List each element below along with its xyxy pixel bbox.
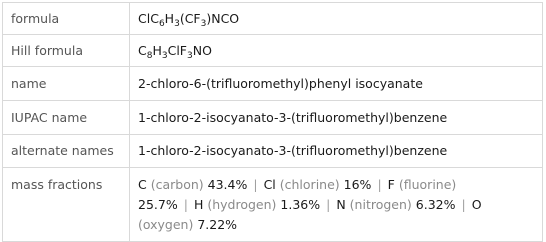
element-percent: 7.22%: [197, 217, 238, 232]
formula-subscript: 3: [200, 18, 207, 29]
element-symbol: N: [336, 197, 346, 212]
separator: |: [377, 177, 382, 192]
separator: |: [183, 197, 188, 212]
formula-row: [3, 3, 543, 35]
element-symbol: F: [387, 177, 395, 192]
mass-fractions-label: mass fractions: [3, 168, 130, 242]
alternate-names-row: [3, 135, 543, 168]
separator: |: [253, 177, 258, 192]
element-name: (oxygen): [138, 217, 194, 232]
element-name: (carbon): [150, 177, 204, 192]
hill-formula-part: NO: [192, 42, 212, 58]
formula-part: H: [164, 10, 175, 26]
name-row: [3, 67, 543, 101]
formula-label: formula: [3, 3, 130, 35]
element-name: (hydrogen): [207, 197, 277, 212]
hill-formula-part: H: [152, 42, 162, 58]
hill-formula-subscript: 3: [161, 50, 168, 61]
element-symbol: Cl: [263, 177, 276, 192]
element-percent: 43.4%: [207, 177, 248, 192]
element-name: (chlorine): [279, 177, 340, 192]
mass-fraction-carbon: [138, 177, 247, 192]
formula-part: ClC: [138, 10, 159, 26]
alternate-names-value: 1-chloro-2-isocyanato-3-(trifluoromethyl)benzene: [130, 135, 543, 168]
mass-fractions-row: [3, 168, 543, 242]
separator: |: [461, 197, 466, 212]
hill-formula-row: [3, 35, 543, 67]
mass-fractions-value: [130, 168, 543, 242]
iupac-name-label: IUPAC name: [3, 101, 130, 135]
hill-formula-value: [130, 35, 543, 67]
element-percent: 25.7%: [138, 197, 178, 212]
formula-subscript: 6: [158, 18, 165, 29]
element-symbol: H: [193, 197, 204, 212]
formula-subscript: 3: [174, 18, 180, 29]
mass-fraction-chlorine: [264, 177, 372, 192]
hill-formula-subscript: 3: [187, 50, 193, 61]
element-percent: 1.36%: [280, 197, 321, 212]
iupac-name-value: 1-chloro-2-isocyanato-3-(trifluoromethyl)benzene: [130, 101, 543, 135]
hill-formula-subscript: 8: [146, 50, 153, 61]
formula-part: (CF: [179, 10, 201, 26]
hill-formula-label: Hill formula: [3, 35, 130, 67]
element-percent: 6.32%: [415, 197, 456, 212]
alternate-names-label: alternate names: [3, 135, 130, 168]
element-name: (nitrogen): [349, 197, 412, 212]
formula-part: )NCO: [206, 10, 240, 26]
mass-fraction-fluorine: [388, 177, 457, 192]
element-symbol: O: [471, 197, 482, 212]
element-symbol: C: [138, 177, 147, 192]
mass-fraction-oxygen: [138, 217, 237, 232]
hill-formula-part: ClF: [167, 42, 188, 58]
name-value: 2-chloro-6-(trifluoromethyl)phenyl isocyanate: [130, 67, 543, 101]
iupac-name-row: [3, 101, 543, 135]
separator: |: [326, 197, 331, 212]
element-percent: 16%: [343, 177, 372, 192]
mass-fraction-hydrogen: [194, 197, 320, 212]
properties-table: [2, 2, 543, 242]
hill-formula-part: C: [138, 42, 147, 58]
name-label: name: [3, 67, 130, 101]
mass-fraction-nitrogen: [336, 197, 455, 212]
element-name: (fluorine): [398, 177, 457, 192]
formula-value: [130, 3, 543, 35]
